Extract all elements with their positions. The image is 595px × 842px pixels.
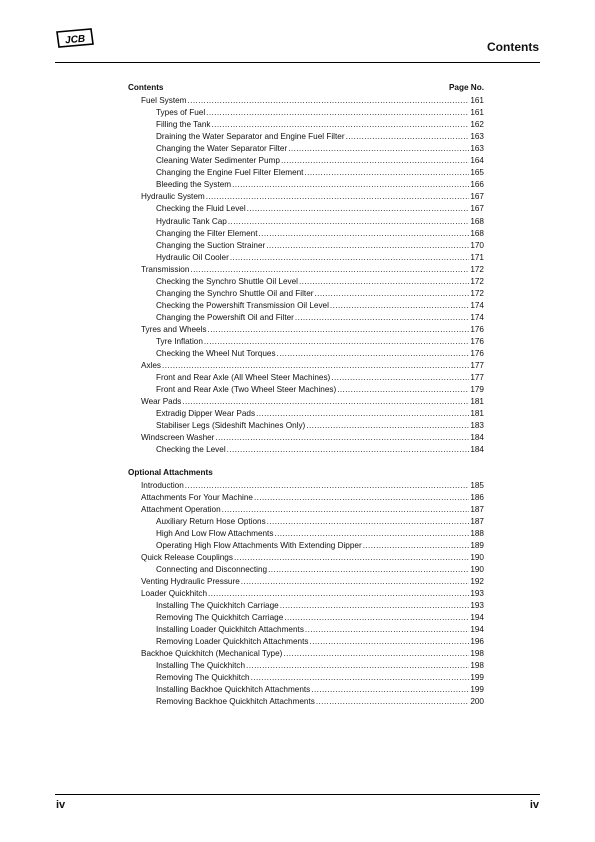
toc-entry[interactable] [128,648,484,660]
dot-leader [222,504,470,516]
toc-entry-page: 194 [470,613,484,623]
toc-entry-page: 170 [470,240,484,250]
toc-entry-page: 190 [470,552,484,562]
dot-leader [182,396,469,408]
dot-leader [267,516,470,528]
toc-entry-page: 176 [470,336,484,346]
toc-entry-page: 167 [470,192,484,202]
toc-entry-title: Introduction [141,480,184,490]
toc-entry[interactable] [128,636,484,648]
toc-entry-page: 189 [470,540,484,550]
toc-entry-title: Filling the Tank [156,120,211,130]
toc-entry-page: 184 [470,445,484,455]
toc-entry-title: Checking the Wheel Nut Torques [156,349,276,359]
toc-entry-title: Transmission [141,264,190,274]
toc-entry-page: 172 [470,264,484,274]
toc-entry-title: Hydraulic System [141,192,205,202]
toc-entry-page: 183 [470,421,484,431]
dot-leader [295,312,469,324]
toc-entry-page: 199 [470,673,484,683]
toc-entry-page: 172 [470,276,484,286]
toc-section-maintenance [128,95,484,456]
toc-entry[interactable] [128,492,484,504]
dot-leader [234,552,469,564]
toc-entry-page: 163 [470,132,484,142]
dot-leader [241,576,470,588]
dot-leader [283,648,469,660]
toc-entry-title: Tyre Inflation [156,336,203,346]
toc-entry-page: 194 [470,625,484,635]
toc-entry-title: Backhoe Quickhitch (Mechanical Type) [141,649,283,659]
toc-entry-page: 168 [470,216,484,226]
dot-leader [299,276,469,288]
toc-entry-page: 200 [470,697,484,707]
toc-entry-page: 174 [470,300,484,310]
toc-entry-page: 161 [470,108,484,118]
toc-entry[interactable] [128,300,484,312]
dot-leader [246,660,469,672]
toc-entry-page: 161 [470,96,484,106]
toc-entry[interactable] [128,107,484,119]
dot-leader [331,372,469,384]
toc-entry-title: Connecting and Disconnecting [156,564,268,574]
toc-entry[interactable] [128,384,484,396]
dot-leader [259,228,470,240]
dot-leader [266,240,469,252]
toc-entry-title: Windscreen Washer [141,433,215,443]
toc-entry-title: Checking the Synchro Shuttle Oil Level [156,276,298,286]
toc-entry[interactable] [128,672,484,684]
toc-entry[interactable] [128,119,484,131]
toc-entry[interactable] [128,552,484,564]
toc-entry[interactable] [128,696,484,708]
toc-entry-page: 185 [470,480,484,490]
dot-leader [281,155,469,167]
logo-text: JCB [64,33,86,47]
toc-entry-page: 196 [470,637,484,647]
toc-entry-page: 181 [470,397,484,407]
toc-entry-title: Checking the Fluid Level [156,204,246,214]
dot-leader [206,107,469,119]
toc-entry-title: Changing the Synchro Shuttle Oil and Filter [156,288,314,298]
toc-entry[interactable] [128,95,484,107]
dot-leader [306,420,469,432]
toc-entry[interactable] [128,588,484,600]
dot-leader [208,324,470,336]
dot-leader [314,288,469,300]
toc-entry-title: Front and Rear Axle (All Wheel Steer Machines) [156,373,331,383]
toc-entry-title: Extradig Dipper Wear Pads [156,409,256,419]
toc-entry-title: Hydraulic Oil Cooler [156,252,229,262]
toc-section-title: Optional Attachments [128,468,213,478]
dot-leader [185,480,470,492]
dot-leader [284,612,469,624]
dot-leader [232,179,469,191]
toc-entry[interactable] [128,240,484,252]
dot-leader [330,300,469,312]
toc-entry[interactable] [128,179,484,191]
toc-entry[interactable] [128,155,484,167]
toc-entry-page: 177 [470,373,484,383]
dot-leader [346,131,470,143]
dot-leader [280,600,470,612]
toc-entry[interactable] [128,288,484,300]
toc-entry-page: 198 [470,649,484,659]
toc-entry-page: 187 [470,504,484,514]
toc-entry-title: Attachment Operation [141,504,221,514]
toc-entry[interactable] [128,312,484,324]
toc-entry-title: Stabiliser Legs (Sideshift Machines Only) [156,421,306,431]
toc-entry-title: Hydraulic Tank Cap [156,216,227,226]
toc-entry-page: 162 [470,120,484,130]
dot-leader [188,95,470,107]
dot-leader [247,203,470,215]
dot-leader [215,432,469,444]
toc-heading: Contents [128,83,164,92]
toc-entry[interactable] [128,480,484,492]
dot-leader [230,252,470,264]
toc-entry[interactable] [128,444,484,456]
dot-leader [274,528,469,540]
toc-entry-page: 177 [470,361,484,371]
toc-entry[interactable] [128,540,484,552]
dot-leader [254,492,469,504]
dot-leader [227,444,470,456]
dot-leader [211,119,469,131]
toc-entry-page: 174 [470,312,484,322]
dot-leader [316,696,470,708]
toc-entry[interactable] [128,576,484,588]
toc-entry[interactable] [128,564,484,576]
dot-leader [190,264,469,276]
toc-entry[interactable] [128,203,484,215]
toc-entry[interactable] [128,252,484,264]
toc-entry-page: 168 [470,228,484,238]
dot-leader [288,143,469,155]
toc-entry[interactable] [128,167,484,179]
toc-entry-title: Changing the Water Separator Filter [156,144,288,154]
toc-entry-page: 165 [470,168,484,178]
toc-entry[interactable] [128,600,484,612]
toc-entry-title: Installing Loader Quickhitch Attachments [156,625,304,635]
toc-entry-page: 193 [470,588,484,598]
toc-entry[interactable] [128,228,484,240]
table-of-contents [128,82,484,708]
toc-entry-page: 179 [470,385,484,395]
toc-entry-title: Removing Loader Quickhitch Attachments [156,637,309,647]
dot-leader [204,336,469,348]
toc-entry-page: 171 [470,252,484,262]
toc-entry-title: Tyres and Wheels [141,324,207,334]
toc-entry[interactable] [128,360,484,372]
toc-entry[interactable] [128,612,484,624]
dot-leader [309,636,469,648]
toc-heading-row [128,82,484,94]
toc-entry-title: Auxiliary Return Hose Options [156,516,266,526]
toc-entry-title: Changing the Engine Fuel Filter Element [156,168,304,178]
toc-entry-title: Installing The Quickhitch Carriage [156,600,279,610]
toc-entry[interactable] [128,264,484,276]
toc-entry-title: Checking the Powershift Transmission Oil Level [156,300,329,310]
toc-entry-page: 198 [470,661,484,671]
dot-leader [206,191,470,203]
toc-entry-title: Draining the Water Separator and Engine Fuel Filter [156,132,345,142]
dot-leader [256,408,469,420]
toc-entry-page: 181 [470,409,484,419]
toc-entry-page: 192 [470,576,484,586]
toc-entry[interactable] [128,324,484,336]
footer-page-number-left: iv [56,799,66,811]
toc-entry-page: 172 [470,288,484,298]
dot-leader [208,588,469,600]
footer-page-number-right: iv [529,799,539,811]
dot-leader [337,384,469,396]
toc-entry-title: Removing Backhoe Quickhitch Attachments [156,697,315,707]
toc-entry-title: Changing the Filter Element [156,228,258,238]
toc-entry-title: Operating High Flow Attachments With Extending Dipper [156,540,362,550]
dot-leader [363,540,470,552]
toc-entry-page: 193 [470,600,484,610]
toc-entry-title: Changing the Suction Strainer [156,240,266,250]
dot-leader [305,624,469,636]
toc-entry-title: Removing The Quickhitch [156,673,250,683]
toc-entry-title: Removing The Quickhitch Carriage [156,613,284,623]
page-header-title: Contents [487,40,539,54]
toc-entry-title: Cleaning Water Sedimenter Pump [156,156,280,166]
jcb-logo [55,28,95,48]
toc-entry-title: Front and Rear Axle (Two Wheel Steer Machines) [156,385,337,395]
toc-entry-page: 167 [470,204,484,214]
toc-entry-title: Types of Fuel [156,108,206,118]
toc-entry-page: 190 [470,564,484,574]
toc-entry[interactable] [128,660,484,672]
toc-entry[interactable] [128,396,484,408]
toc-entry-page: 184 [470,433,484,443]
toc-entry-page: 176 [470,349,484,359]
toc-entry[interactable] [128,504,484,516]
toc-entry[interactable] [128,684,484,696]
toc-entry-title: Axles [141,361,162,371]
dot-leader [277,348,470,360]
toc-entry[interactable] [128,420,484,432]
toc-entry[interactable] [128,516,484,528]
footer-divider [55,794,540,795]
toc-entry-title: Bleeding the System [156,180,232,190]
toc-entry[interactable] [128,624,484,636]
toc-entry-title: Installing Backhoe Quickhitch Attachments [156,685,311,695]
toc-entry[interactable] [128,216,484,228]
toc-entry-title: Venting Hydraulic Pressure [141,576,240,586]
toc-entry-title: Fuel System [141,96,187,106]
dot-leader [268,564,469,576]
toc-entry[interactable] [128,191,484,203]
toc-entry-title: Wear Pads [141,397,182,407]
toc-entry-page: 188 [470,528,484,538]
toc-entry-title: Loader Quickhitch [141,588,207,598]
toc-entry-page: 164 [470,156,484,166]
toc-entry-page: 163 [470,144,484,154]
dot-leader [251,672,470,684]
toc-entry[interactable] [128,143,484,155]
toc-section-optional-attachments [128,480,484,709]
toc-entry-title: Attachments For Your Machine [141,492,253,502]
toc-entry[interactable] [128,432,484,444]
toc-entry-page: 187 [470,516,484,526]
toc-entry-title: High And Low Flow Attachments [156,528,274,538]
toc-entry-page: 186 [470,492,484,502]
toc-entry-page: 176 [470,324,484,334]
page-number-heading: Page No. [448,83,484,92]
toc-entry[interactable] [128,348,484,360]
dot-leader [228,216,469,228]
toc-entry-page: 199 [470,685,484,695]
toc-entry-page: 166 [470,180,484,190]
toc-entry-title: Checking the Level [156,445,226,455]
header-divider [55,62,540,63]
toc-entry-title: Installing The Quickhitch [156,661,246,671]
toc-entry[interactable] [128,408,484,420]
toc-entry-title: Quick Release Couplings [141,552,233,562]
toc-entry[interactable] [128,528,484,540]
toc-entry[interactable] [128,372,484,384]
dot-leader [162,360,469,372]
toc-entry[interactable] [128,276,484,288]
dot-leader [304,167,469,179]
toc-entry[interactable] [128,336,484,348]
dot-leader [311,684,469,696]
toc-entry-title: Changing the Powershift Oil and Filter [156,312,294,322]
toc-entry[interactable] [128,131,484,143]
